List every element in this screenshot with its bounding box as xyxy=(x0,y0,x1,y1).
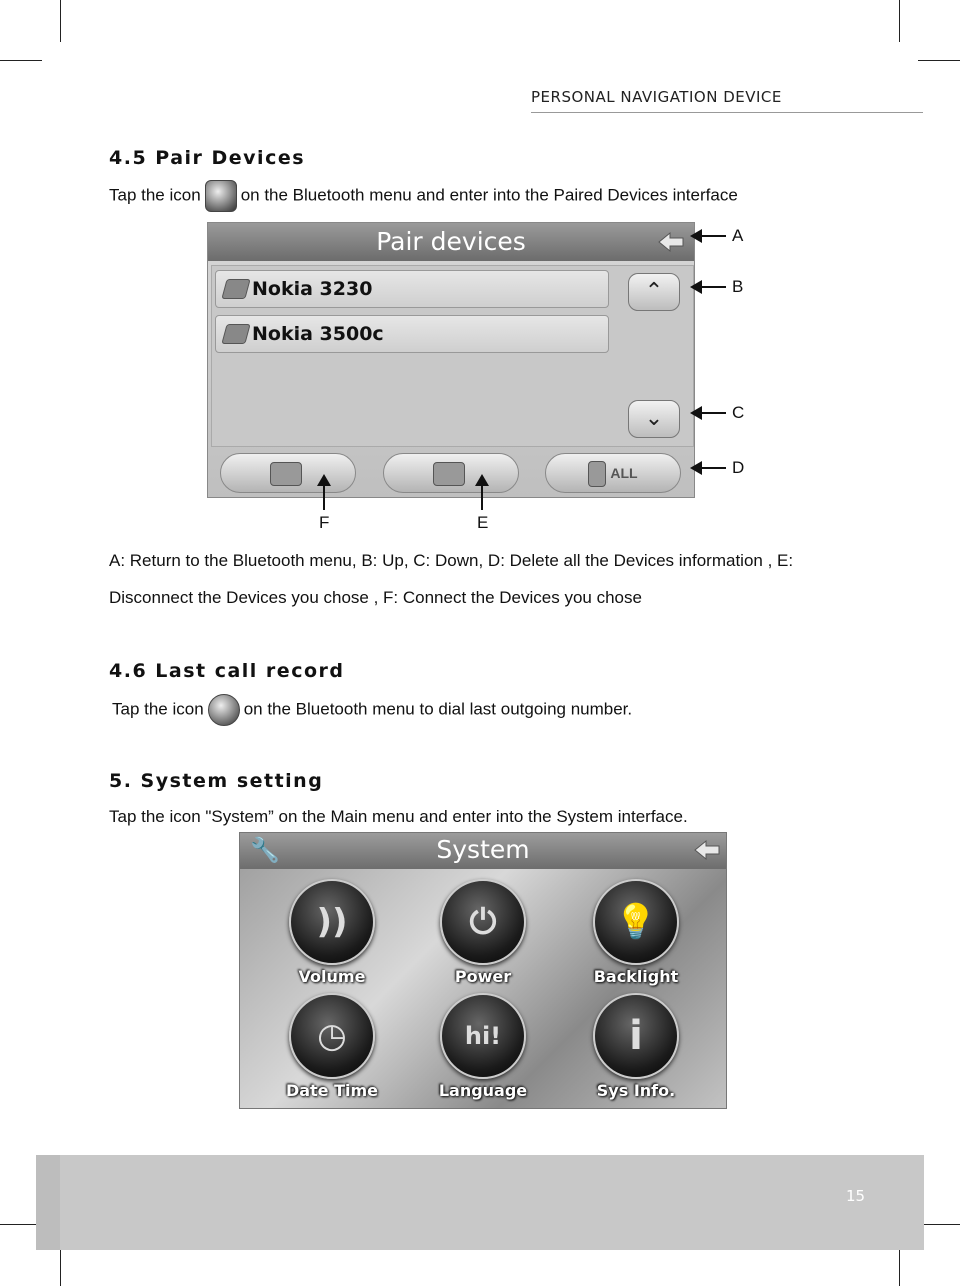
callout-label-c: C xyxy=(732,403,745,422)
section-heading-pair-devices: 4.5 Pair Devices xyxy=(109,147,306,169)
last-call-text-after: on the Bluetooth menu to dial last outgoing number. xyxy=(243,699,633,719)
device-name: Nokia 3230 xyxy=(252,278,373,300)
crop-mark xyxy=(918,1224,960,1225)
device-name: Nokia 3500c xyxy=(252,323,384,345)
pair-devices-intro xyxy=(109,180,738,212)
tile-label: Power xyxy=(454,967,512,986)
pair-devices-screen xyxy=(207,222,695,498)
lightbulb-icon: 💡 xyxy=(593,879,679,965)
device-item[interactable] xyxy=(215,270,609,308)
chevron-down-icon: ⌄ xyxy=(644,406,664,431)
disconnect-button[interactable] xyxy=(383,453,519,493)
callout-label-a: A xyxy=(732,226,744,245)
paired-devices-icon xyxy=(205,180,237,212)
callout-label-f: F xyxy=(319,513,330,532)
title-bar xyxy=(240,833,726,869)
last-call-icon xyxy=(208,694,240,726)
backlight-tile[interactable] xyxy=(566,879,706,986)
crop-mark xyxy=(918,60,960,61)
callout-label-b: B xyxy=(732,277,744,296)
volume-tile[interactable] xyxy=(262,879,402,986)
crop-mark xyxy=(899,0,900,42)
back-arrow-icon[interactable] xyxy=(694,839,720,861)
header-rule xyxy=(531,112,923,113)
device-item[interactable] xyxy=(215,315,609,353)
system-text: Tap the icon "System” on the Main menu and enter into the System interface. xyxy=(109,807,688,826)
system-screen xyxy=(239,832,727,1109)
crop-mark xyxy=(899,1244,900,1286)
wrench-icon: 🔧 xyxy=(250,837,280,864)
screen-title: System xyxy=(436,835,530,864)
tile-label: Sys Info. xyxy=(596,1081,676,1100)
section-heading-last-call: 4.6 Last call record xyxy=(109,660,345,682)
running-header: PERSONAL NAVIGATION DEVICE xyxy=(531,88,782,106)
intro-text-after: on the Bluetooth menu and enter into the Paired Devices interface xyxy=(240,185,738,205)
scroll-up-button[interactable] xyxy=(628,273,680,311)
battery-icon: ⏻ xyxy=(440,879,526,965)
info-icon: i xyxy=(593,993,679,1079)
callout-arrow xyxy=(692,467,726,469)
tile-label: Language xyxy=(438,1081,528,1100)
callout-arrow xyxy=(692,412,726,414)
callout-arrow xyxy=(692,286,726,288)
power-tile[interactable] xyxy=(413,879,553,986)
delete-all-label: ALL xyxy=(610,465,638,481)
tile-label: Volume xyxy=(298,967,366,986)
last-call-text xyxy=(112,694,632,726)
callout-label-d: D xyxy=(732,458,745,477)
crop-mark xyxy=(60,1244,61,1286)
callout-label-e: E xyxy=(477,513,489,532)
date-time-tile[interactable] xyxy=(262,993,402,1100)
crop-mark xyxy=(0,60,42,61)
clock-icon: ◷ xyxy=(289,993,375,1079)
crop-mark xyxy=(60,0,61,42)
connect-icon xyxy=(270,462,302,486)
volume-icon: )) xyxy=(289,879,375,965)
device-list xyxy=(211,265,694,447)
legend-line-2: Disconnect the Devices you chose , F: Connect the Devices you chose xyxy=(109,588,642,607)
language-tile[interactable] xyxy=(413,993,553,1100)
delete-all-button[interactable] xyxy=(545,453,681,493)
intro-text-before: Tap the icon xyxy=(109,185,201,205)
callout-arrow xyxy=(481,476,483,510)
disconnect-icon xyxy=(433,462,465,486)
scroll-down-button[interactable] xyxy=(628,400,680,438)
tile-label: Date Time xyxy=(285,1081,379,1100)
tile-label: Backlight xyxy=(593,967,679,986)
page-number: 15 xyxy=(846,1187,866,1205)
section-heading-system: 5. System setting xyxy=(109,770,324,792)
footer-panel xyxy=(60,1155,924,1250)
phone-icon xyxy=(221,324,250,344)
phone-icon xyxy=(221,279,250,299)
back-arrow-icon[interactable] xyxy=(658,231,684,253)
title-bar xyxy=(208,223,694,261)
chevron-up-icon: ⌃ xyxy=(644,279,664,304)
callout-arrow xyxy=(692,235,726,237)
last-call-text-before: Tap the icon xyxy=(112,699,204,719)
callout-arrow xyxy=(323,476,325,510)
connect-button[interactable] xyxy=(220,453,356,493)
trash-icon xyxy=(588,461,606,487)
legend-line-1: A: Return to the Bluetooth menu, B: Up, C: Down, D: Delete all the Devices information , E: xyxy=(109,551,794,570)
speech-bubble-icon: hi! xyxy=(440,993,526,1079)
screen-title: Pair devices xyxy=(376,227,526,256)
sys-info-tile[interactable] xyxy=(566,993,706,1100)
